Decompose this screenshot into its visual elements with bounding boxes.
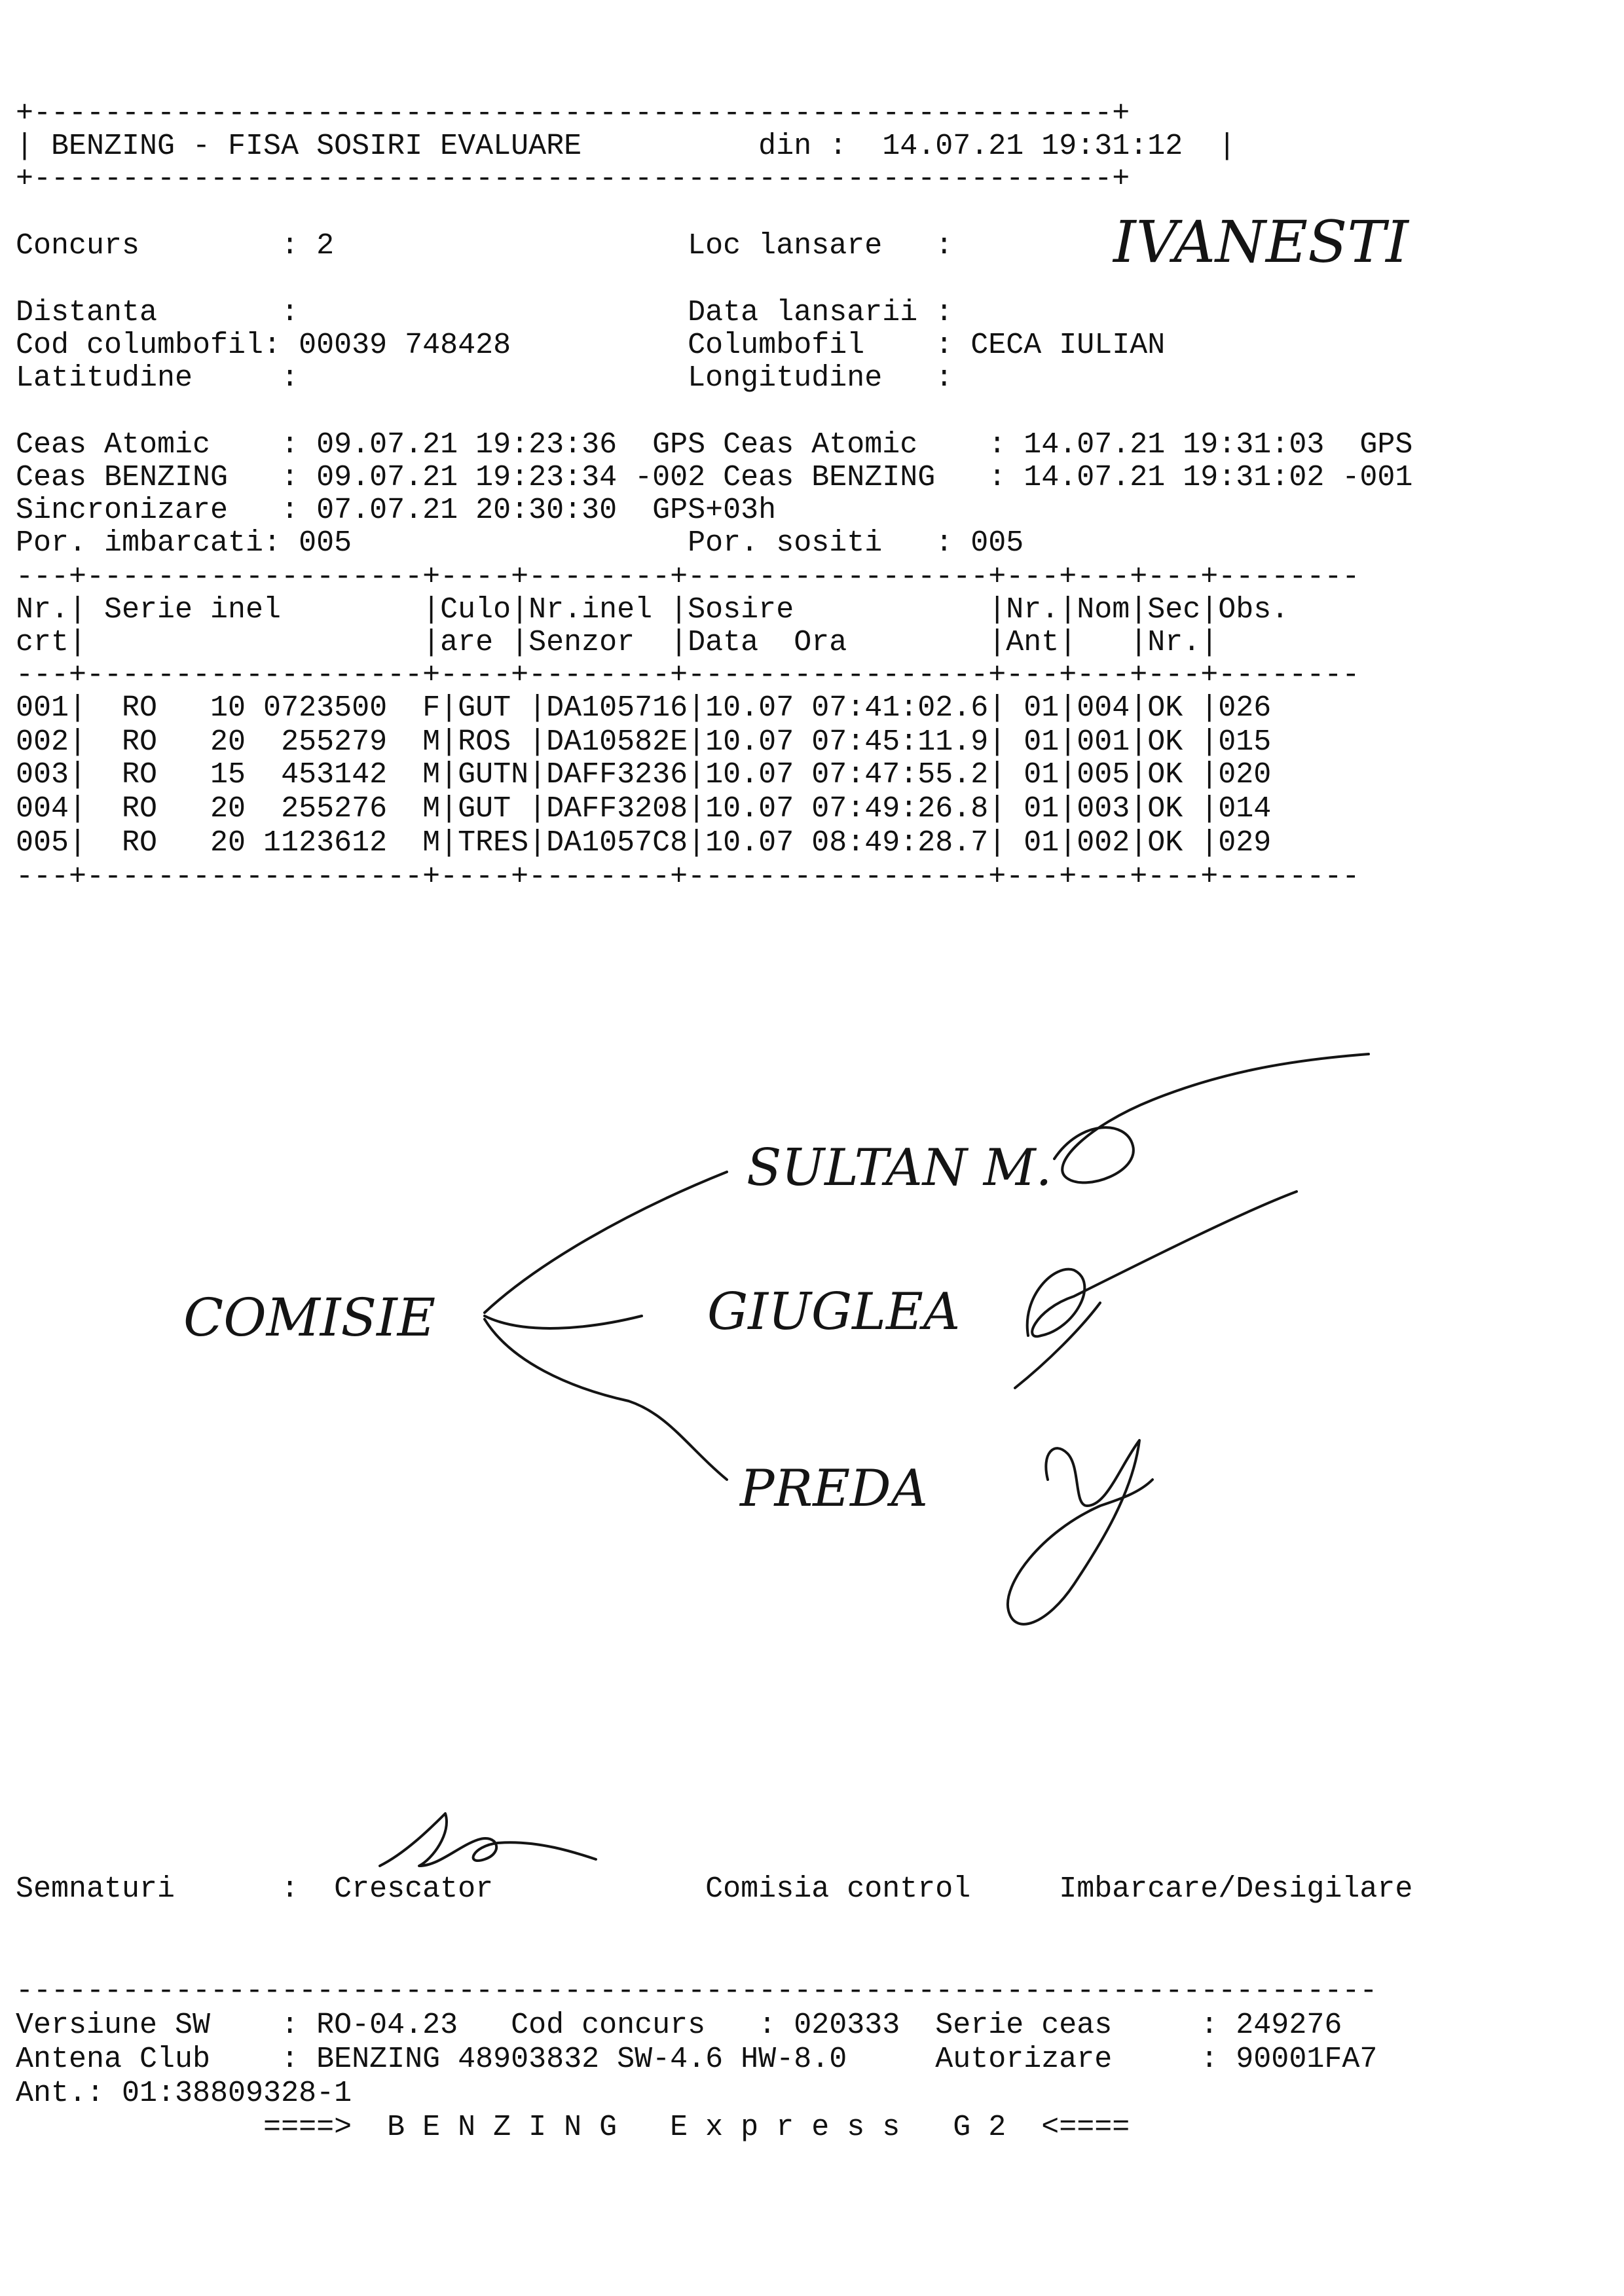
table-border: ---+-------------------+----+--------+-----------------+---+---+---+--------	[16, 659, 1360, 692]
report-line-concurs: Concurs : 2 Loc lansare :	[16, 229, 953, 263]
report-line-ceas-benzing: Ceas BENZING : 09.07.21 19:23:34 -002 Ceas BENZING : 14.07.21 19:31:02 -001	[16, 461, 1413, 494]
report-line-porumbei: Por. imbarcati: 005 Por. sositi : 005	[16, 526, 1024, 560]
member-3-name: PREDA	[740, 1459, 929, 1518]
table-row: 002| RO 20 255279 M|ROS |DA10582E|10.07 07:45:11.9| 01|001|OK |015	[16, 725, 1272, 759]
table-row: 001| RO 10 0723500 F|GUT |DA105716|10.07 07:41:02.6| 01|004|OK |026	[16, 691, 1272, 725]
table-header-row-1: Nr.| Serie inel |Culo|Nr.inel |Sosire |Nr.|Nom|Sec|Obs.	[16, 593, 1289, 627]
footer-ant-line: Ant.: 01:38809328-1	[16, 2077, 352, 2110]
signature-3	[1008, 1440, 1153, 1624]
table-border: ---+-------------------+----+--------+-----------------+---+---+---+--------	[16, 560, 1360, 594]
report-line: +-------------------------------------------------------------+	[16, 97, 1130, 130]
branch-line-2	[485, 1316, 642, 1328]
footer-brand-line: ====> B E N Z I N G E x p r e s s G 2 <====	[16, 2111, 1130, 2144]
branch-line-3	[485, 1319, 727, 1480]
report-line-distanta: Distanta : Data lansarii :	[16, 296, 953, 329]
handwritten-location	[1113, 196, 1428, 291]
handwritten-location-text: IVANESTI	[1113, 208, 1409, 276]
report-title-line: | BENZING - FISA SOSIRI EVALUARE din : 14.07.21 19:31:12 |	[16, 130, 1236, 163]
table-row: 004| RO 20 255276 M|GUT |DAFF3208|10.07 07:49:26.8| 01|003|OK |014	[16, 792, 1272, 826]
signature-2	[1027, 1192, 1297, 1336]
commission-label: COMISIE	[183, 1287, 436, 1348]
crescator-signature-stroke	[380, 1813, 596, 1866]
table-row: 003| RO 15 453142 M|GUTN|DAFF3236|10.07 07:47:55.2| 01|005|OK |020	[16, 758, 1272, 792]
footer-antena-line: Antena Club : BENZING 48903832 SW-4.6 HW-8.0 Autorizare : 90001FA7	[16, 2043, 1378, 2076]
report-line-sincronizare: Sincronizare : 07.07.21 20:30:30 GPS+03h	[16, 494, 777, 527]
report-line-columbofil: Cod columbofil: 00039 748428 Columbofil : CECA IULIAN	[16, 329, 1166, 362]
signatures-line: Semnaturi : Crescator Comisia control Imbarcare/Desigilare	[16, 1872, 1413, 1906]
member-2-name: GIUGLEA	[707, 1283, 961, 1341]
table-header-row-2: crt| |are |Senzor |Data Ora |Ant| |Nr.|	[16, 626, 1219, 659]
member-1-name: SULTAN M.	[747, 1139, 1052, 1197]
report-line: +-------------------------------------------------------------+	[16, 162, 1130, 196]
footer-versiune-line: Versiune SW : RO-04.23 Cod concurs : 020333 Serie ceas : 249276	[16, 2009, 1342, 2042]
handwritten-commission	[170, 1048, 1480, 1692]
table-border: ---+-------------------+----+--------+-----------------+---+---+---+--------	[16, 860, 1360, 894]
report-line-ceas-atomic: Ceas Atomic : 09.07.21 19:23:36 GPS Ceas Atomic : 14.07.21 19:31:03 GPS	[16, 428, 1413, 462]
footer-divider: -----------------------------------------------------------------------------	[16, 1975, 1378, 2008]
table-row: 005| RO 20 1123612 M|TRES|DA1057C8|10.07 08:49:28.7| 01|002|OK |029	[16, 826, 1272, 860]
signature-1	[1054, 1054, 1369, 1182]
branch-line-1	[485, 1172, 727, 1313]
report-line-latitudine: Latitudine : Longitudine :	[16, 361, 953, 395]
